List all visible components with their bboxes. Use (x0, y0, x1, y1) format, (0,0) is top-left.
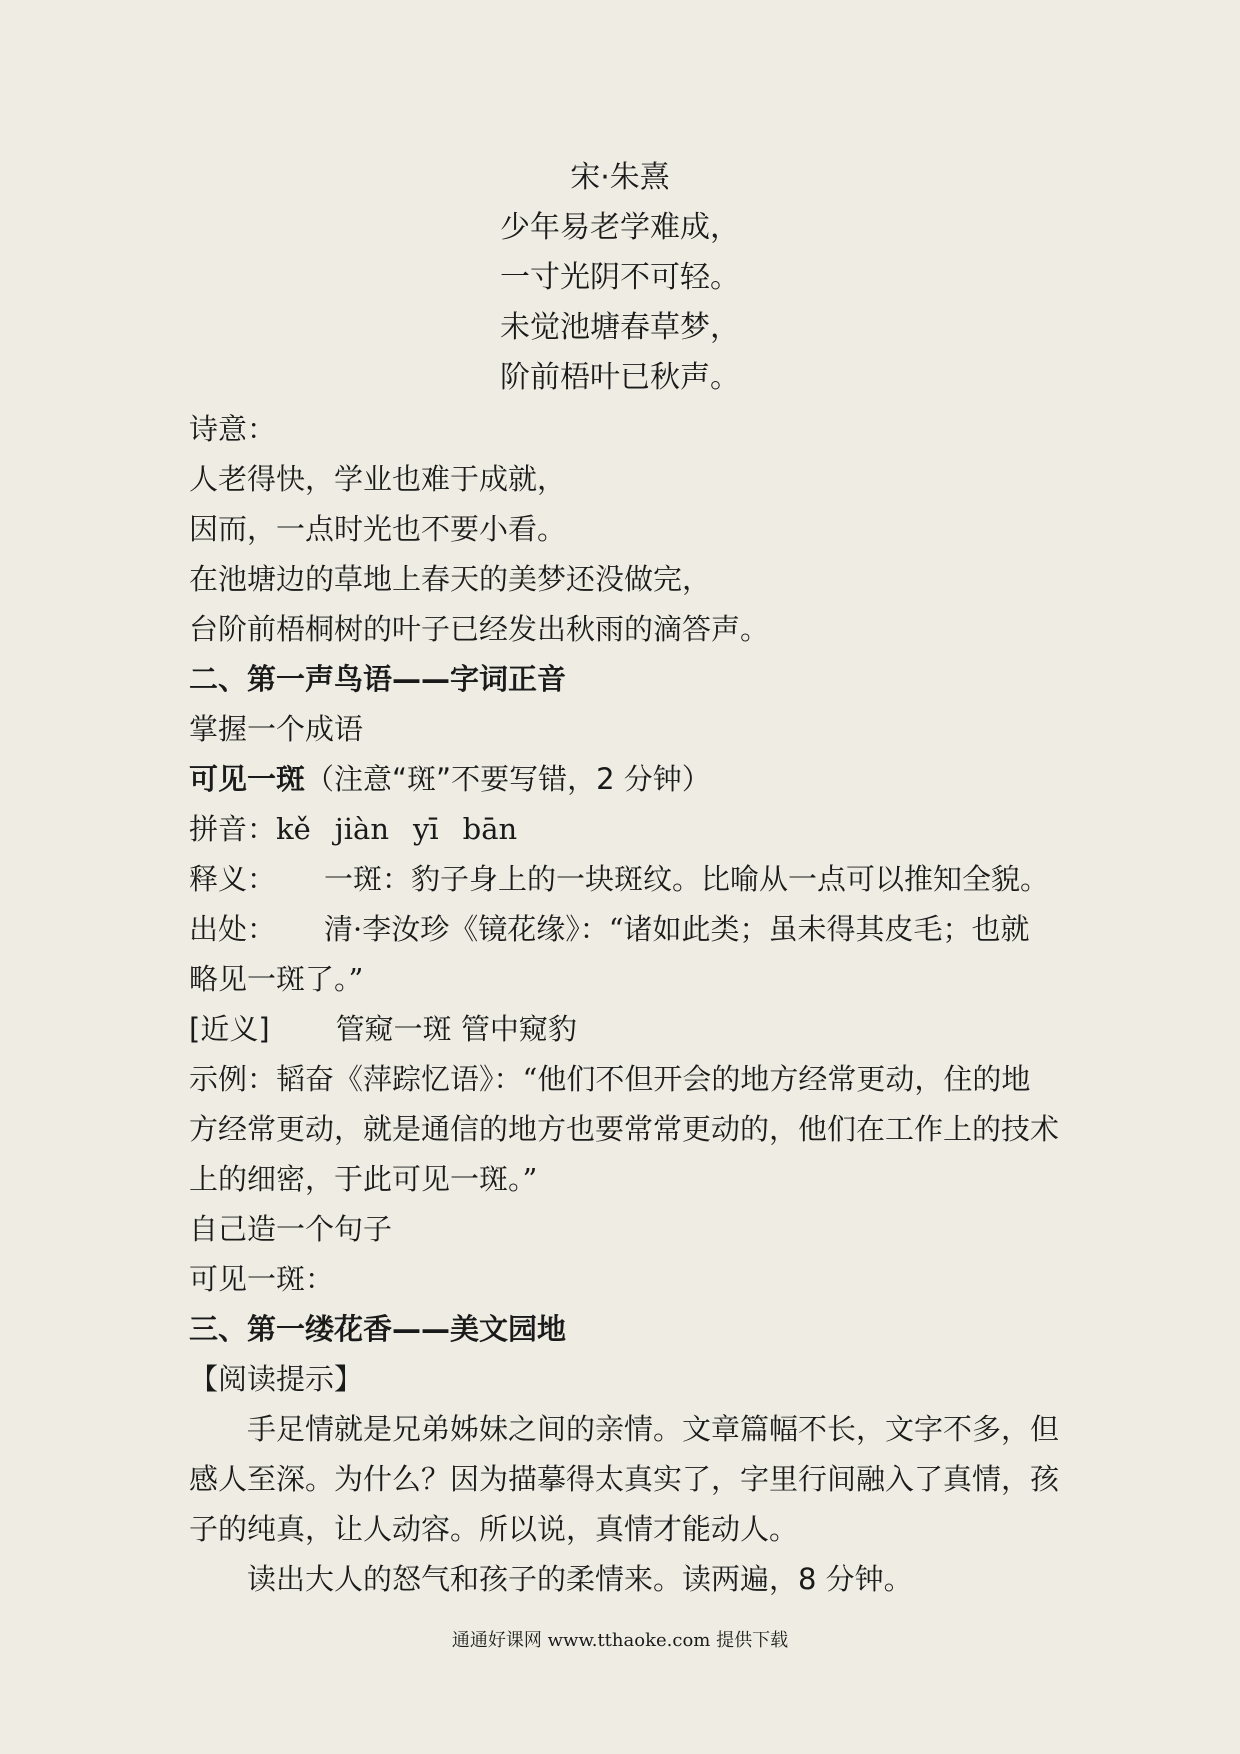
make-sentence-prompt: 自己造一个句子 (189, 1212, 393, 1246)
poem-line: 少年易老学难成， (500, 210, 740, 245)
definition-text: 一斑：豹子身上的一块斑纹。比喻从一点可以推知全貌。 (324, 862, 1050, 896)
pinyin-label: 拼音： (189, 812, 277, 846)
example-line (189, 1054, 1059, 1104)
reading-instruction: 读出大人的怒气和孩子的柔情来。读两遍，8 分钟。 (247, 1562, 913, 1596)
sentence-prompt: 可见一斑： (189, 1262, 335, 1296)
footer-credit: 通通好课网 www.tthaoke.com 提供下载 (451, 1630, 789, 1651)
section-intro: 掌握一个成语 (189, 712, 364, 746)
example-text-continued: 方经常更动，就是通信的地方也要常常更动的，他们在工作上的技术 (189, 1112, 1060, 1146)
definition-line (189, 854, 1059, 904)
example-text: 韬奋《萍踪忆语》：“他们不但开会的地方经常更动，住的地 (276, 1062, 1031, 1096)
meaning-label: 诗意： (189, 412, 277, 446)
synonym-line (189, 1004, 1059, 1054)
section-heading: 三、第一缕花香——美文园地 (189, 1312, 567, 1346)
reading-tip-text: 手足情就是兄弟姊妹之间的亲情。文章篇幅不长，文字不多，但 (247, 1412, 1060, 1446)
reading-tip-label: 【阅读提示】 (189, 1362, 364, 1396)
idiom-note: （注意“斑”不要写错，2 分钟） (305, 762, 711, 796)
pinyin-syllable: jiàn (334, 812, 389, 846)
source-text: 清·李汝珍《镜花缘》：“诸如此类；虽未得其皮毛；也就 (324, 912, 1030, 946)
section-heading: 二、第一声鸟语——字词正音 (189, 662, 567, 696)
meaning-line: 台阶前梧桐树的叶子已经发出秋雨的滴答声。 (189, 612, 770, 646)
meaning-line: 因而，一点时光也不要小看。 (189, 512, 567, 546)
source-line (189, 904, 1059, 954)
definition-label: 释义： (189, 862, 277, 896)
pinyin-syllable: kě (276, 812, 311, 846)
synonym-label: [近义] (189, 1012, 270, 1046)
source-text-continued: 略见一斑了。” (189, 962, 364, 996)
poem-line: 未觉池塘春草梦， (500, 310, 740, 345)
reading-tip-text: 感人至深。为什么？因为描摹得太真实了，字里行间融入了真情，孩 (189, 1462, 1060, 1496)
poem-line: 一寸光阴不可轻。 (500, 260, 740, 295)
idiom: 可见一斑 (189, 762, 306, 796)
pinyin-line (189, 804, 1059, 854)
main-content (189, 404, 1059, 1604)
poem (0, 153, 1240, 403)
poem-line: 阶前梧叶已秋声。 (500, 360, 740, 395)
example-label: 示例： (189, 1062, 277, 1096)
reading-tip-text: 子的纯真，让人动容。所以说，真情才能动人。 (189, 1512, 799, 1546)
synonyms: 管窥一斑 管中窥豹 (335, 1012, 577, 1046)
poem-author: 宋·朱熹 (570, 160, 670, 195)
pinyin-syllable: bān (462, 812, 518, 846)
source-label: 出处： (189, 912, 277, 946)
pinyin-syllable: yī (413, 812, 439, 846)
example-text-continued: 上的细密，于此可见一斑。” (189, 1162, 538, 1196)
idiom-line (189, 754, 1059, 804)
meaning-line: 在池塘边的草地上春天的美梦还没做完， (189, 562, 712, 596)
meaning-line: 人老得快，学业也难于成就， (189, 462, 567, 496)
